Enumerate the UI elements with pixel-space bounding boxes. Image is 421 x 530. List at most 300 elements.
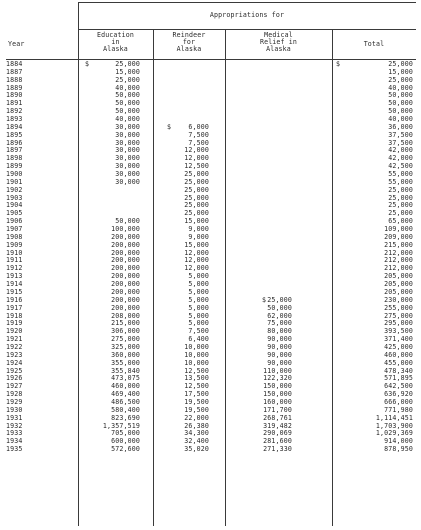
- dollar-sign: [332, 69, 336, 77]
- year-cell: 1887: [6, 68, 23, 76]
- dollar-sign: [332, 100, 336, 108]
- total-cell: [332, 320, 416, 328]
- medical-cell: [225, 92, 332, 100]
- reindeer-amount: 15,000: [184, 218, 209, 226]
- total-amount: 37,500: [388, 139, 413, 147]
- medical-cell: [225, 383, 332, 391]
- total-cell: [332, 132, 416, 140]
- medical-header-line-2: Relief in: [259, 38, 298, 47]
- education-cell: [78, 297, 153, 305]
- year-cell: 1892: [6, 108, 23, 116]
- total-amount: 478,340: [384, 367, 413, 375]
- medical-cell: [225, 446, 332, 454]
- year-cell: 1905: [6, 210, 23, 218]
- dollar-sign: [332, 124, 336, 132]
- total-amount: 65,000: [388, 218, 413, 226]
- year-cell: 1908: [6, 233, 23, 241]
- dollar-sign: [78, 399, 85, 407]
- dollar-sign: [153, 250, 167, 258]
- dollar-sign: $: [167, 123, 172, 131]
- dollar-sign: [225, 305, 262, 313]
- total-amount: 371,400: [384, 336, 413, 344]
- total-cell: [332, 250, 416, 258]
- dollar-sign: [332, 116, 336, 124]
- total-cell: [332, 391, 416, 399]
- table-row: [6, 391, 416, 399]
- dollar-sign: [225, 430, 262, 438]
- medical-amount: 75,000: [267, 320, 292, 328]
- total-amount: 40,000: [388, 84, 413, 92]
- total-cell: [332, 383, 416, 391]
- table-row: [6, 281, 416, 289]
- education-amount: 473,075: [111, 375, 140, 383]
- education-amount: 200,000: [111, 288, 140, 296]
- medical-amount: 268,761: [263, 414, 292, 422]
- medical-amount: 62,000: [267, 312, 292, 320]
- dollar-sign: [153, 344, 167, 352]
- education-amount: 200,000: [111, 304, 140, 312]
- table-row: [6, 171, 416, 179]
- year-cell: 1935: [6, 446, 23, 454]
- medical-amount: 122,320: [263, 375, 292, 383]
- total-cell: [332, 297, 416, 305]
- dollar-sign: [78, 391, 85, 399]
- education-cell: [78, 163, 153, 171]
- total-cell: [332, 69, 416, 77]
- table-row: [6, 132, 416, 140]
- education-cell: [78, 210, 153, 218]
- total-amount: 212,000: [384, 249, 413, 257]
- table-row: [6, 124, 416, 132]
- dollar-sign: [332, 438, 336, 446]
- dollar-sign: [153, 163, 167, 171]
- year-header: Year: [8, 40, 25, 48]
- table-row: [6, 368, 416, 376]
- education-header-line-3: Alaska: [103, 45, 128, 54]
- reindeer-cell: [153, 163, 225, 171]
- year-cell: 1931: [6, 414, 23, 422]
- reindeer-cell: [153, 352, 225, 360]
- year-cell: 1897: [6, 147, 23, 155]
- total-cell: [332, 116, 416, 124]
- total-cell: [332, 265, 416, 273]
- dollar-sign: [225, 438, 262, 446]
- reindeer-cell: [153, 61, 225, 69]
- dollar-sign: [332, 415, 336, 423]
- dollar-sign: [78, 281, 85, 289]
- total-amount: 425,000: [384, 343, 413, 351]
- medical-cell: [225, 313, 332, 321]
- reindeer-amount: 25,000: [184, 202, 209, 210]
- year-cell: 1909: [6, 241, 23, 249]
- reindeer-cell: [153, 250, 225, 258]
- year-cell: 1921: [6, 336, 23, 344]
- total-amount: 25,000: [388, 202, 413, 210]
- year-cell: 1930: [6, 406, 23, 414]
- education-cell: [78, 92, 153, 100]
- dollar-sign: [225, 336, 262, 344]
- dollar-sign: [225, 313, 262, 321]
- dollar-sign: $: [262, 296, 267, 304]
- education-cell: [78, 226, 153, 234]
- education-cell: [78, 124, 153, 132]
- education-amount: 200,000: [111, 296, 140, 304]
- year-cell: 1910: [6, 249, 23, 257]
- education-cell: [78, 116, 153, 124]
- reindeer-amount: 26,380: [184, 422, 209, 430]
- education-amount: 40,000: [115, 84, 140, 92]
- dollar-sign: [225, 399, 262, 407]
- education-cell: [78, 155, 153, 163]
- total-amount: 455,000: [384, 359, 413, 367]
- medical-cell: [225, 281, 332, 289]
- dollar-sign: [78, 257, 85, 265]
- dollar-sign: [78, 163, 85, 171]
- total-amount: 42,000: [388, 147, 413, 155]
- reindeer-amount: 25,000: [184, 186, 209, 194]
- medical-cell: [225, 234, 332, 242]
- total-cell: [332, 352, 416, 360]
- reindeer-cell: [153, 69, 225, 77]
- education-amount: 1,357,519: [102, 422, 140, 430]
- total-amount: 215,000: [384, 241, 413, 249]
- table-row: [6, 265, 416, 273]
- dollar-sign: [225, 344, 262, 352]
- medical-cell: [225, 305, 332, 313]
- education-cell: [78, 328, 153, 336]
- reindeer-cell: [153, 218, 225, 226]
- education-amount: 200,000: [111, 233, 140, 241]
- year-cell: 1919: [6, 320, 23, 328]
- dollar-sign: [225, 328, 262, 336]
- table-row: [6, 257, 416, 265]
- dollar-sign: [153, 234, 167, 242]
- dollar-sign: [332, 281, 336, 289]
- education-cell: [78, 438, 153, 446]
- dollar-sign: [153, 383, 167, 391]
- year-cell: 1934: [6, 438, 23, 446]
- medical-cell: [225, 85, 332, 93]
- dollar-sign: [153, 140, 167, 148]
- year-cell: 1929: [6, 398, 23, 406]
- total-amount: 1,703,900: [375, 422, 413, 430]
- dollar-sign: [153, 132, 167, 140]
- year-cell: 1925: [6, 367, 23, 375]
- dollar-sign: [78, 132, 85, 140]
- dollar-sign: [153, 305, 167, 313]
- medical-cell: [225, 430, 332, 438]
- table-row: [6, 383, 416, 391]
- education-amount: 572,600: [111, 446, 140, 454]
- medical-amount: 290,069: [263, 430, 292, 438]
- dollar-sign: [225, 391, 262, 399]
- total-amount: 255,000: [384, 304, 413, 312]
- dollar-sign: [225, 407, 262, 415]
- dollar-sign: [153, 289, 167, 297]
- dollar-sign: [153, 195, 167, 203]
- table-row: [6, 100, 416, 108]
- total-amount: 205,000: [384, 281, 413, 289]
- total-cell: [332, 273, 416, 281]
- dollar-sign: [153, 218, 167, 226]
- medical-cell: [225, 320, 332, 328]
- medical-cell: [225, 407, 332, 415]
- total-cell: [332, 368, 416, 376]
- medical-cell: [225, 438, 332, 446]
- dollar-sign: [225, 415, 262, 423]
- medical-cell: [225, 187, 332, 195]
- education-amount: 50,000: [115, 108, 140, 116]
- reindeer-cell: [153, 368, 225, 376]
- dollar-sign: [332, 344, 336, 352]
- medical-cell: [225, 297, 332, 305]
- medical-cell: [225, 344, 332, 352]
- table-row: [6, 446, 416, 454]
- medical-amount: 271,330: [263, 446, 292, 454]
- medical-cell: [225, 360, 332, 368]
- reindeer-cell: [153, 202, 225, 210]
- total-amount: 642,500: [384, 383, 413, 391]
- medical-cell: [225, 202, 332, 210]
- education-cell: [78, 273, 153, 281]
- medical-amount: 90,000: [267, 343, 292, 351]
- year-cell: 1926: [6, 375, 23, 383]
- reindeer-amount: 5,000: [188, 281, 209, 289]
- total-cell: [332, 257, 416, 265]
- education-header-line-2: in: [111, 38, 120, 47]
- total-amount: 42,000: [388, 155, 413, 163]
- education-cell: [78, 179, 153, 187]
- total-amount: 25,000: [388, 76, 413, 84]
- table-row: [6, 226, 416, 234]
- dollar-sign: [78, 250, 85, 258]
- medical-amount: 90,000: [267, 351, 292, 359]
- education-cell: [78, 77, 153, 85]
- education-cell: [78, 320, 153, 328]
- reindeer-header-line-3: Alaska: [176, 45, 202, 54]
- education-cell: [78, 100, 153, 108]
- table-row: [6, 430, 416, 438]
- dollar-sign: [332, 383, 336, 391]
- reindeer-cell: [153, 92, 225, 100]
- year-cell: 1911: [6, 257, 23, 265]
- education-amount: 460,000: [111, 383, 140, 391]
- reindeer-cell: [153, 171, 225, 179]
- reindeer-amount: 5,000: [188, 304, 209, 312]
- dollar-sign: [78, 305, 85, 313]
- dollar-sign: [332, 407, 336, 415]
- education-cell: [78, 202, 153, 210]
- education-amount: 200,000: [111, 281, 140, 289]
- dollar-sign: [332, 305, 336, 313]
- medical-cell: [225, 273, 332, 281]
- total-cell: [332, 147, 416, 155]
- dollar-sign: [225, 375, 262, 383]
- reindeer-cell: [153, 375, 225, 383]
- reindeer-cell: [153, 360, 225, 368]
- dollar-sign: [153, 179, 167, 187]
- total-cell: [332, 328, 416, 336]
- education-cell: [78, 281, 153, 289]
- dollar-sign: [78, 360, 85, 368]
- reindeer-amount: 25,000: [184, 194, 209, 202]
- total-cell: [332, 344, 416, 352]
- total-amount: 666,000: [384, 398, 413, 406]
- education-amount: 50,000: [115, 100, 140, 108]
- reindeer-cell: [153, 100, 225, 108]
- medical-cell: [225, 100, 332, 108]
- total-cell: [332, 407, 416, 415]
- dollar-sign: [153, 438, 167, 446]
- reindeer-cell: [153, 85, 225, 93]
- total-amount: 25,000: [388, 210, 413, 218]
- total-amount: 460,000: [384, 351, 413, 359]
- table-row: [6, 210, 416, 218]
- dollar-sign: [153, 265, 167, 273]
- table-row: [6, 163, 416, 171]
- dollar-sign: [153, 336, 167, 344]
- education-cell: [78, 430, 153, 438]
- dollar-sign: [78, 430, 85, 438]
- medical-amount: 25,000: [267, 296, 292, 304]
- education-amount: 200,000: [111, 265, 140, 273]
- year-cell: 1888: [6, 76, 23, 84]
- dollar-sign: [153, 360, 167, 368]
- dollar-sign: [332, 108, 336, 116]
- table-row: [6, 407, 416, 415]
- total-cell: [332, 179, 416, 187]
- reindeer-cell: [153, 210, 225, 218]
- table-row: [6, 77, 416, 85]
- medical-header-line-3: Alaska: [266, 45, 291, 54]
- total-amount: 393,500: [384, 328, 413, 336]
- medical-header-line-1: Medical: [264, 31, 293, 39]
- reindeer-amount: 12,500: [184, 367, 209, 375]
- table-row: [6, 147, 416, 155]
- total-amount: 205,000: [384, 273, 413, 281]
- reindeer-cell: [153, 257, 225, 265]
- education-amount: 30,000: [115, 163, 140, 171]
- table-row: [6, 69, 416, 77]
- dollar-sign: [225, 360, 262, 368]
- total-amount: 50,000: [388, 92, 413, 100]
- medical-cell: [225, 61, 332, 69]
- medical-cell: [225, 69, 332, 77]
- education-amount: 25,000: [115, 61, 140, 68]
- year-cell: 1902: [6, 186, 23, 194]
- total-amount: 212,000: [384, 265, 413, 273]
- dollar-sign: [78, 336, 85, 344]
- year-cell: 1894: [6, 123, 23, 131]
- dollar-sign: [78, 375, 85, 383]
- reindeer-amount: 5,000: [188, 273, 209, 281]
- reindeer-amount: 12,000: [184, 249, 209, 257]
- header-bottom-rule: [6, 59, 416, 60]
- reindeer-amount: 12,000: [184, 265, 209, 273]
- dollar-sign: [332, 155, 336, 163]
- reindeer-amount: 5,000: [188, 312, 209, 320]
- dollar-sign: [332, 320, 336, 328]
- education-amount: 306,000: [111, 328, 140, 336]
- education-amount: 600,000: [111, 438, 140, 446]
- dollar-sign: $: [336, 61, 341, 68]
- total-cell: [332, 438, 416, 446]
- dollar-sign: [332, 423, 336, 431]
- total-amount: 636,920: [384, 391, 413, 399]
- group-header-rule: [78, 29, 416, 30]
- dollar-sign: [78, 297, 85, 305]
- reindeer-amount: 9,000: [188, 233, 209, 241]
- dollar-sign: [78, 415, 85, 423]
- reindeer-cell: [153, 407, 225, 415]
- reindeer-cell: [153, 108, 225, 116]
- total-amount: 50,000: [388, 108, 413, 116]
- dollar-sign: [332, 250, 336, 258]
- group-title: Appropriations for: [209, 11, 285, 19]
- total-cell: [332, 171, 416, 179]
- dollar-sign: [332, 234, 336, 242]
- education-cell: [78, 352, 153, 360]
- education-cell: [78, 305, 153, 313]
- reindeer-cell: [153, 446, 225, 454]
- medical-amount: 281,600: [263, 438, 292, 446]
- table-row: [6, 352, 416, 360]
- dollar-sign: [78, 368, 85, 376]
- reindeer-amount: 10,000: [184, 343, 209, 351]
- total-cell: [332, 140, 416, 148]
- reindeer-cell: [153, 265, 225, 273]
- medical-cell: [225, 163, 332, 171]
- dollar-sign: [225, 446, 262, 454]
- total-cell: [332, 234, 416, 242]
- reindeer-cell: [153, 242, 225, 250]
- reindeer-cell: [153, 336, 225, 344]
- reindeer-cell: [153, 147, 225, 155]
- total-amount: 205,000: [384, 288, 413, 296]
- reindeer-amount: 7,500: [188, 328, 209, 336]
- dollar-sign: [153, 368, 167, 376]
- reindeer-cell: [153, 281, 225, 289]
- education-cell: [78, 85, 153, 93]
- total-cell: [332, 375, 416, 383]
- year-cell: 1900: [6, 171, 23, 179]
- reindeer-amount: 7,500: [188, 131, 209, 139]
- reindeer-cell: [153, 140, 225, 148]
- appropriations-table: [6, 2, 416, 526]
- total-amount: 1,029,369: [375, 430, 413, 438]
- reindeer-cell: [153, 313, 225, 321]
- dollar-sign: [153, 399, 167, 407]
- table-row: [6, 140, 416, 148]
- dollar-sign: [332, 171, 336, 179]
- table-row: [6, 328, 416, 336]
- reindeer-cell: [153, 289, 225, 297]
- reindeer-header-line-1: Reindeer: [172, 31, 206, 39]
- table-row: [6, 195, 416, 203]
- medical-cell: [225, 179, 332, 187]
- year-cell: 1903: [6, 194, 23, 202]
- dollar-sign: [153, 320, 167, 328]
- year-cell: 1898: [6, 155, 23, 163]
- year-cell: 1920: [6, 328, 23, 336]
- year-cell: 1890: [6, 92, 23, 100]
- dollar-sign: [153, 273, 167, 281]
- table-row: [6, 313, 416, 321]
- reindeer-cell: [153, 297, 225, 305]
- education-cell: [78, 383, 153, 391]
- dollar-sign: [78, 226, 85, 234]
- year-cell: 1914: [6, 281, 23, 289]
